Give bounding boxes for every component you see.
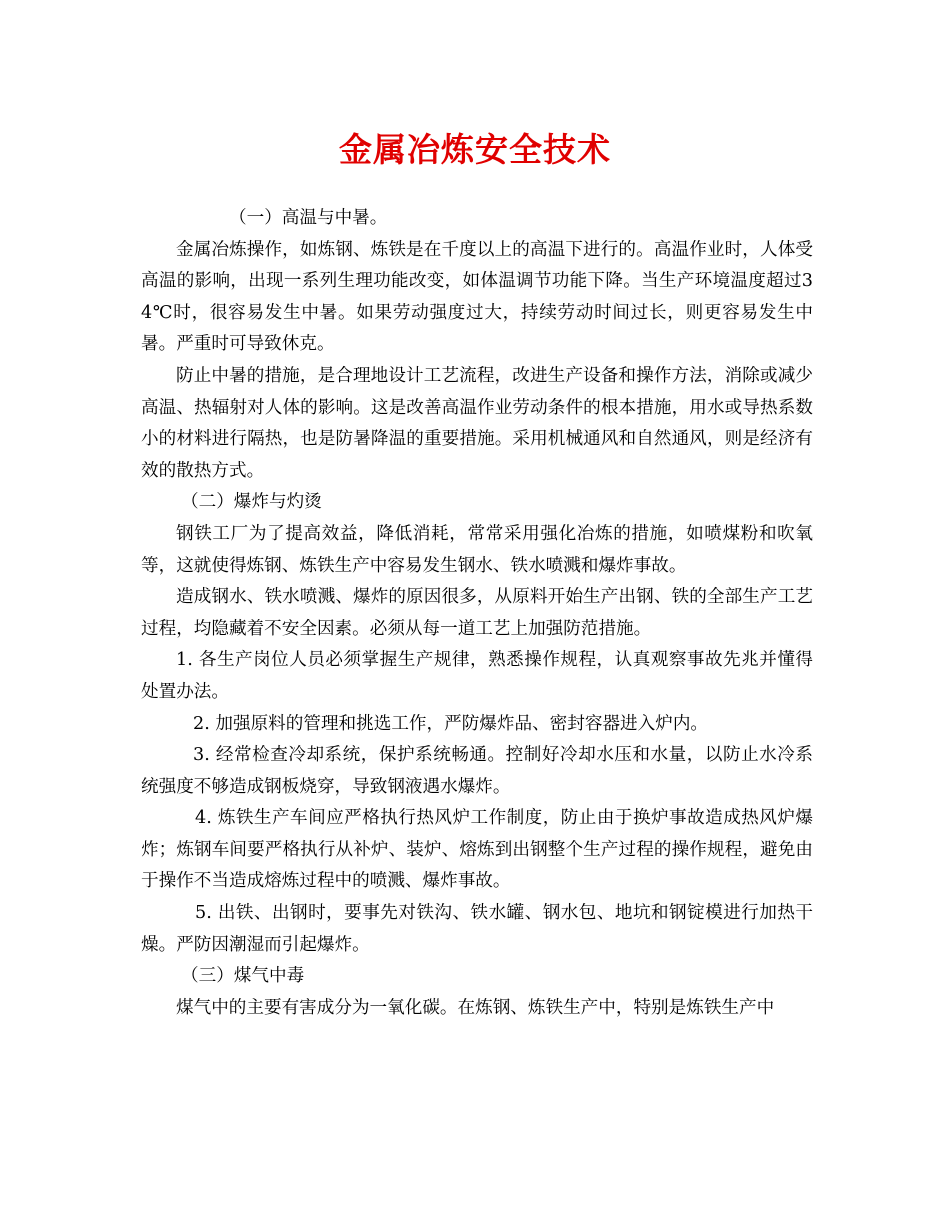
paragraph: 煤气中的主要有害成分为一氧化碳。在炼钢、炼铁生产中，特别是炼铁生产中	[176, 997, 775, 1018]
paragraph: 钢铁工厂为了提高效益，降低消耗，常常采用强化冶炼的措施，如喷煤粉和吹氧等，这就使得炼钢、炼铁生产中容易发生钢水、铁水喷溅和爆炸事故。	[141, 523, 813, 576]
list-item: 2. 加强原料的管理和挑选工作，严防爆炸品、密封容器进入炉内。	[193, 713, 709, 734]
paragraph: 防止中暑的措施，是合理地设计工艺流程，改进生产设备和操作方法，消除或减少高温、热辐射对人体的影响。这是改善高温作业劳动条件的根本措施，用水或导热系数小的材料进行隔热，也是防暑降温的重要措施。采用机械通风和自然通风，则是经济有效的散热方式。	[141, 365, 813, 481]
list-item: 5. 出铁、出钢时，要事先对铁沟、铁水罐、钢水包、地坑和钢锭模进行加热干燥。严防因潮湿而引起爆炸。	[141, 903, 813, 955]
paragraph: 金属冶炼操作，如炼钢、炼铁是在千度以上的高温下进行的。高温作业时，人体受高温的影响，出现一系列生理功能改变，如体温调节功能下降。当生产环境温度超过34℃时，很容易发生中暑。如果劳动强度过大，持续劳动时间过长，则更容易发生中暑。严重时可导致休克。	[141, 239, 813, 355]
section-heading-2: （二）爆炸与灼烫	[181, 492, 322, 513]
list-item: 3. 经常检查冷却系统，保护系统畅通。控制好冷却水压和水量，以防止水冷系统强度不够造成钢板烧穿，导致钢液遇水爆炸。	[141, 745, 813, 797]
document-title: 金属冶炼安全技术	[339, 130, 611, 169]
section-heading-3: （三）煤气中毒	[181, 966, 305, 987]
section-heading-1: （一）高温与中暑。	[229, 208, 388, 228]
paragraph: 造成钢水、铁水喷溅、爆炸的原因很多，从原料开始生产出钢、铁的全部生产工艺过程，均隐藏着不安全因素。必须从每一道工艺上加强防范措施。	[141, 587, 813, 639]
list-item: 1. 各生产岗位人员必须掌握生产规律，熟悉操作规程，认真观察事故先兆并懂得处置办法。	[141, 650, 813, 702]
document-body	[141, 203, 813, 1024]
list-item: 4. 炼铁生产车间应严格执行热风炉工作制度，防止由于换炉事故造成热风炉爆炸；炼钢车间要严格执行从补炉、装炉、熔炼到出钢整个生产过程的操作规程，避免由于操作不当造成熔炼过程中的喷溅、爆炸事故。	[141, 808, 813, 892]
